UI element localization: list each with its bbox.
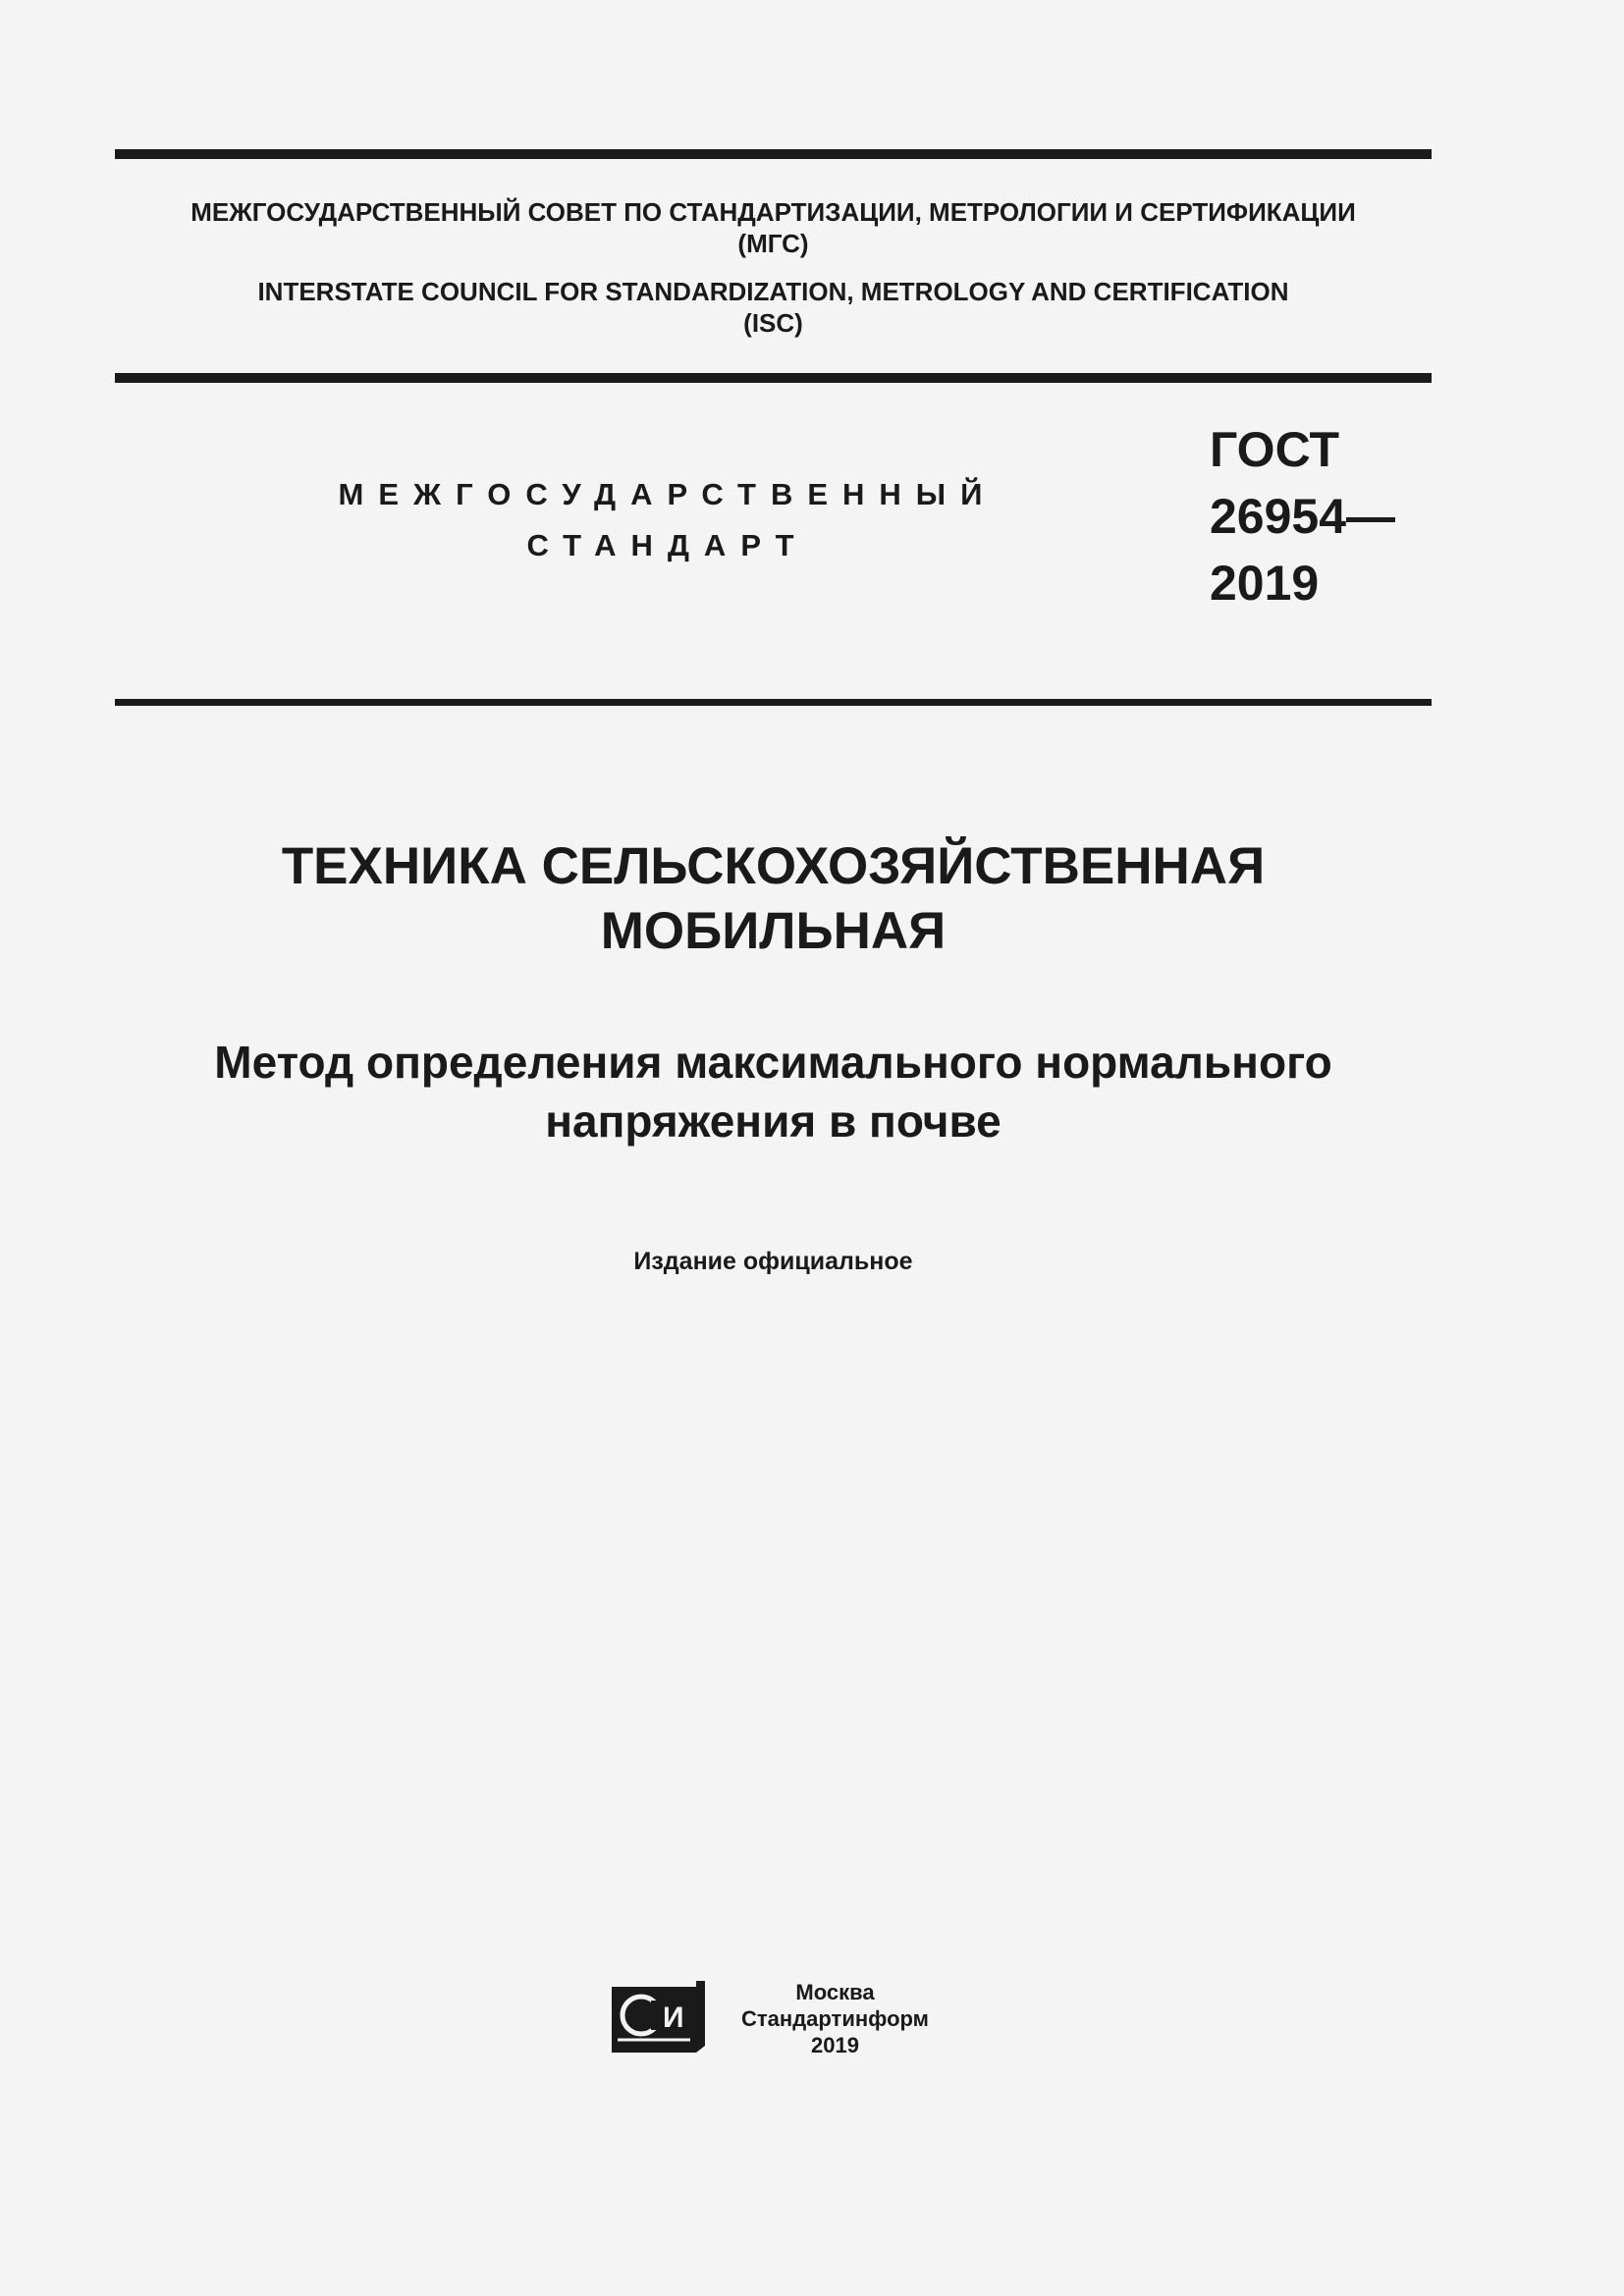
standard-type-line-2: СТАНДАРТ: [526, 528, 809, 562]
council-abbrev-ru: (МГС): [737, 229, 809, 258]
council-name-en-line: INTERSTATE COUNCIL FOR STANDARDIZATION, METROLOGY AND CERTIFICATION: [257, 277, 1289, 306]
imprint-year: 2019: [811, 2033, 859, 2057]
standartinform-logo-icon: [612, 1981, 705, 2053]
edition-note: Издание официальное: [633, 1248, 913, 1275]
imprint: [715, 1979, 955, 2058]
logo-lettering: И: [663, 2002, 684, 2034]
imprint-publisher: Стандартинформ: [741, 2006, 929, 2031]
designation-number: 26954—: [1210, 489, 1396, 544]
document-title-line-2: МОБИЛЬНАЯ: [600, 902, 947, 960]
council-abbrev-en: (ISC): [743, 308, 803, 338]
standard-designation: [1210, 416, 1395, 616]
document-subtitle-line-1: Метод определения максимального нормального: [214, 1037, 1332, 1088]
middle-rule: [115, 373, 1432, 383]
imprint-city: Москва: [795, 1980, 875, 2004]
bottom-rule: [115, 699, 1432, 706]
standard-type-label: [295, 469, 1041, 571]
document-subtitle: [115, 1033, 1432, 1150]
council-name-ru-line: МЕЖГОСУДАРСТВЕННЫЙ СОВЕТ ПО СТАНДАРТИЗАЦИИ, МЕТРОЛОГИИ И СЕРТИФИКАЦИИ: [190, 197, 1356, 227]
council-name-en: [115, 276, 1432, 339]
designation-prefix: ГОСТ: [1210, 422, 1339, 477]
designation-year: 2019: [1210, 556, 1320, 611]
council-name-ru: [115, 196, 1432, 259]
document-subtitle-line-2: напряжения в почве: [545, 1095, 1001, 1147]
document-title-line-1: ТЕХНИКА СЕЛЬСКОХОЗЯЙСТВЕННАЯ: [281, 837, 1266, 895]
standard-type-line-1: МЕЖГОСУДАРСТВЕННЫЙ: [338, 477, 998, 511]
document-title: [115, 834, 1432, 964]
top-rule: [115, 149, 1432, 159]
